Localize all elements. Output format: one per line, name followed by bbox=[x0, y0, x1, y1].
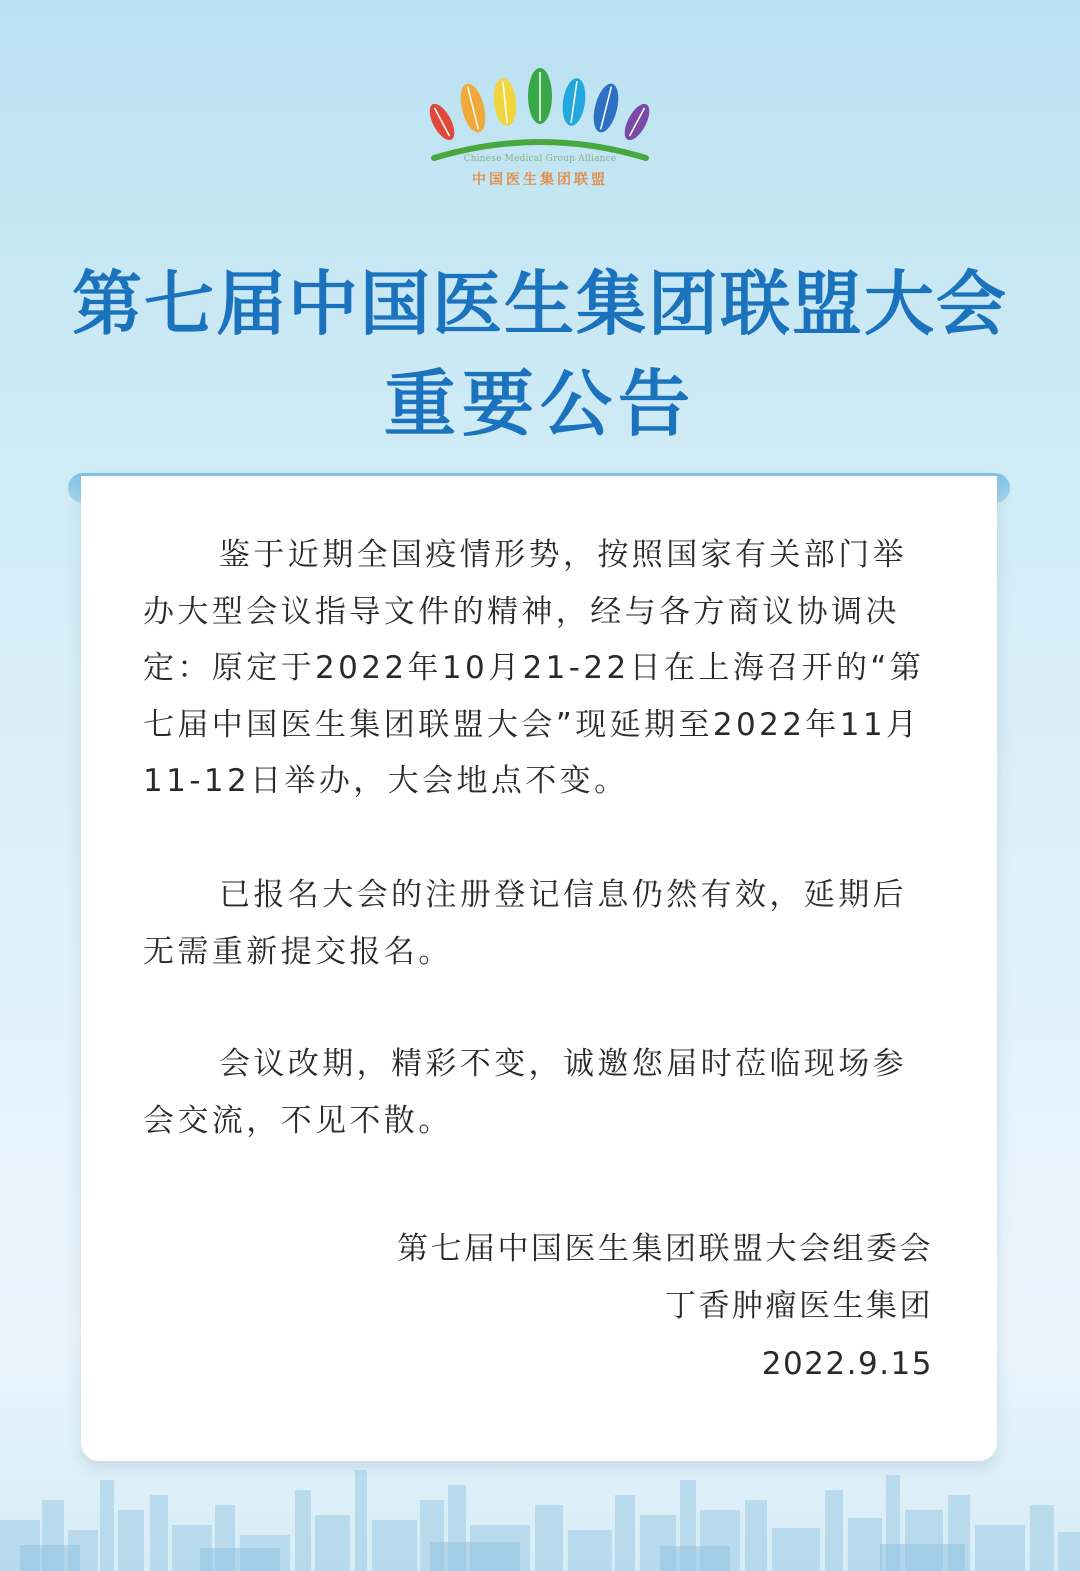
leaf-logo-icon bbox=[420, 66, 660, 166]
paragraph-postponement: 鉴于近期全国疫情形势，按照国家有关部门举办大型会议指导文件的精神，经与各方商议协调决定：原定于2022年10月21-22日在上海召开的“第七届中国医生集团联盟大会”现延期至2022年11月11-12日举办，大会地点不变。 bbox=[143, 537, 925, 799]
page-subtitle: 重要公告 bbox=[383, 361, 696, 446]
page-title: 第七届中国医生集团联盟大会 bbox=[72, 262, 1008, 345]
signature-date: 2022.9.15 bbox=[761, 1346, 933, 1382]
signature-organizer: 第七届中国医生集团联盟大会组委会 bbox=[397, 1231, 933, 1267]
paragraph-registration: 已报名大会的注册登记信息仍然有效，延期后无需重新提交报名。 bbox=[143, 877, 907, 970]
logo-english-name: Chinese Medical Group Alliance bbox=[463, 154, 617, 164]
alliance-logo bbox=[420, 66, 660, 196]
paragraph-invitation: 会议改期，精彩不变，诚邀您届时莅临现场参会交流，不见不散。 bbox=[143, 1046, 907, 1139]
announcement-card bbox=[81, 476, 997, 1461]
city-skyline-icon bbox=[0, 1450, 1080, 1571]
signature-group: 丁香肿瘤医生集团 bbox=[665, 1288, 933, 1324]
logo-chinese-name: 中国医生集团联盟 bbox=[472, 172, 608, 188]
